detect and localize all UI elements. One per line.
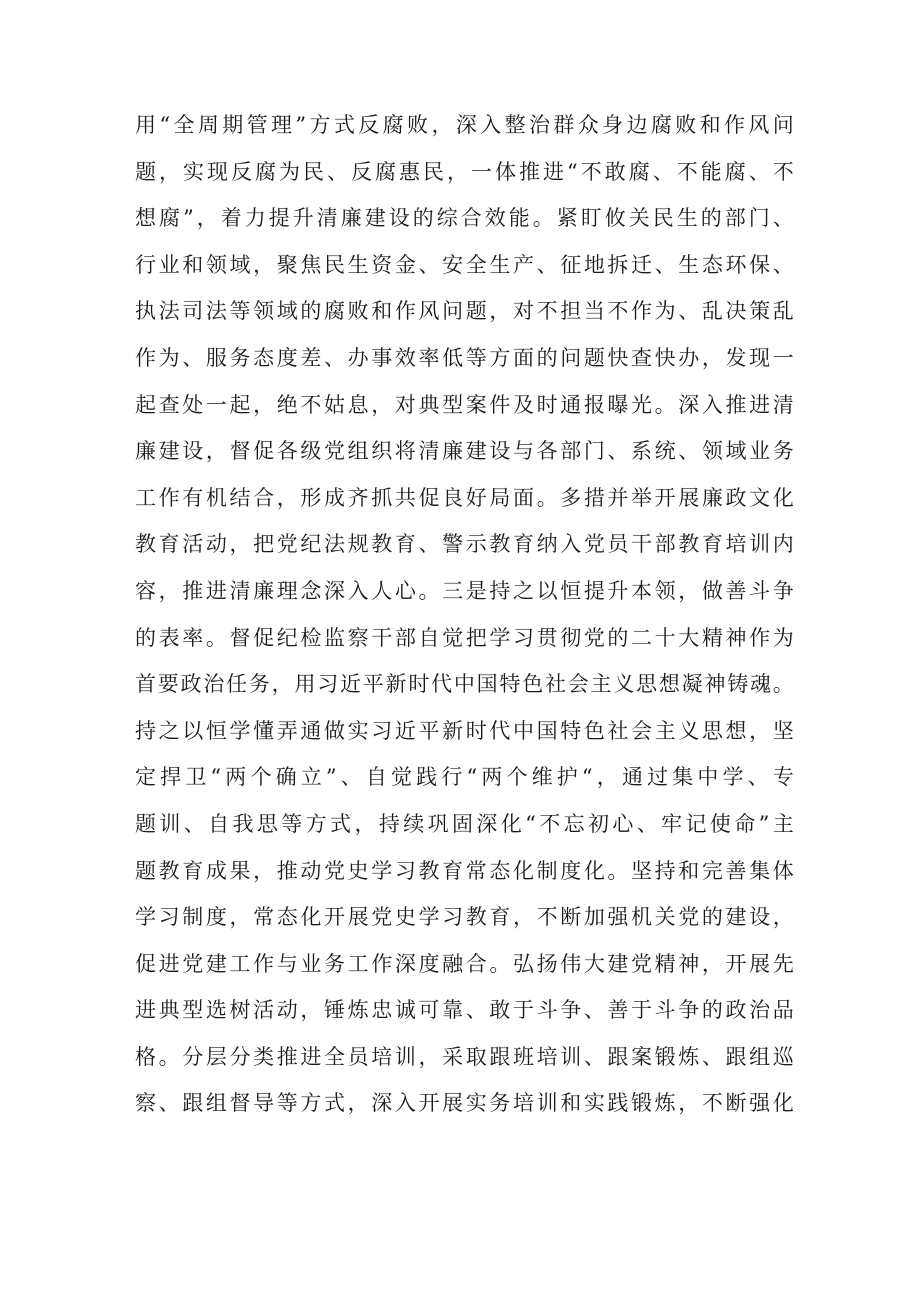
text-line: 首要政治任务，用习近平新时代中国特色社会主义思想凝神铸魂。 xyxy=(135,672,795,697)
text-line: 格。分层分类推进全员培训，采取跟班培训、跟案锻炼、跟组巡 xyxy=(135,1044,795,1069)
text-line: 工作有机结合，形成齐抓共促良好局面。多措并举开展廉政文化 xyxy=(135,485,795,510)
text-line: 持之以恒学懂弄通做实习近平新时代中国特色社会主义思想，坚 xyxy=(135,718,795,743)
text-line: 起查处一起，绝不姑息，对典型案件及时通报曝光。深入推进清 xyxy=(135,392,795,417)
text-line: 廉建设，督促各级党组织将清廉建设与各部门、系统、领域业务 xyxy=(135,439,795,464)
body-paragraph xyxy=(135,102,795,1127)
text-line: 教育活动，把党纪法规教育、警示教育纳入党员干部教育培训内 xyxy=(135,532,795,557)
text-line: 的表率。督促纪检监察干部自觉把学习贯彻党的二十大精神作为 xyxy=(135,625,795,650)
text-line: 行业和领域，聚焦民生资金、安全生产、征地拆迁、生态环保、 xyxy=(135,252,795,277)
text-line: 执法司法等领域的腐败和作风问题，对不担当不作为、乱决策乱 xyxy=(135,299,795,324)
text-line: 容，推进清廉理念深入人心。三是持之以恒提升本领，做善斗争 xyxy=(135,578,795,603)
text-line: 作为、服务态度差、办事效率低等方面的问题快查快办，发现一 xyxy=(135,345,795,370)
text-line: 定捍卫“两个确立”、自觉践行“两个维护“，通过集中学、专 xyxy=(135,765,795,790)
text-line: 题训、自我思等方式，持续巩固深化“不忘初心、牢记使命”主 xyxy=(135,811,795,836)
text-line: 题，实现反腐为民、反腐惠民，一体推进“不敢腐、不能腐、不 xyxy=(135,159,795,184)
text-line: 想腐”，着力提升清廉建设的综合效能。紧盯攸关民生的部门、 xyxy=(135,206,795,231)
text-line: 题教育成果，推动党史学习教育常态化制度化。坚持和完善集体 xyxy=(135,858,795,883)
text-line: 学习制度，常态化开展党史学习教育，不断加强机关党的建设， xyxy=(135,905,795,930)
text-line: 用“全周期管理”方式反腐败，深入整治群众身边腐败和作风问 xyxy=(135,113,795,137)
text-line: 进典型选树活动，锤炼忠诚可靠、敢于斗争、善于斗争的政治品 xyxy=(135,998,795,1023)
text-line: 促进党建工作与业务工作深度融合。弘扬伟大建党精神，开展先 xyxy=(135,951,795,976)
text-line: 察、跟组督导等方式，深入开展实务培训和实践锻炼，不断强化 xyxy=(135,1091,795,1116)
